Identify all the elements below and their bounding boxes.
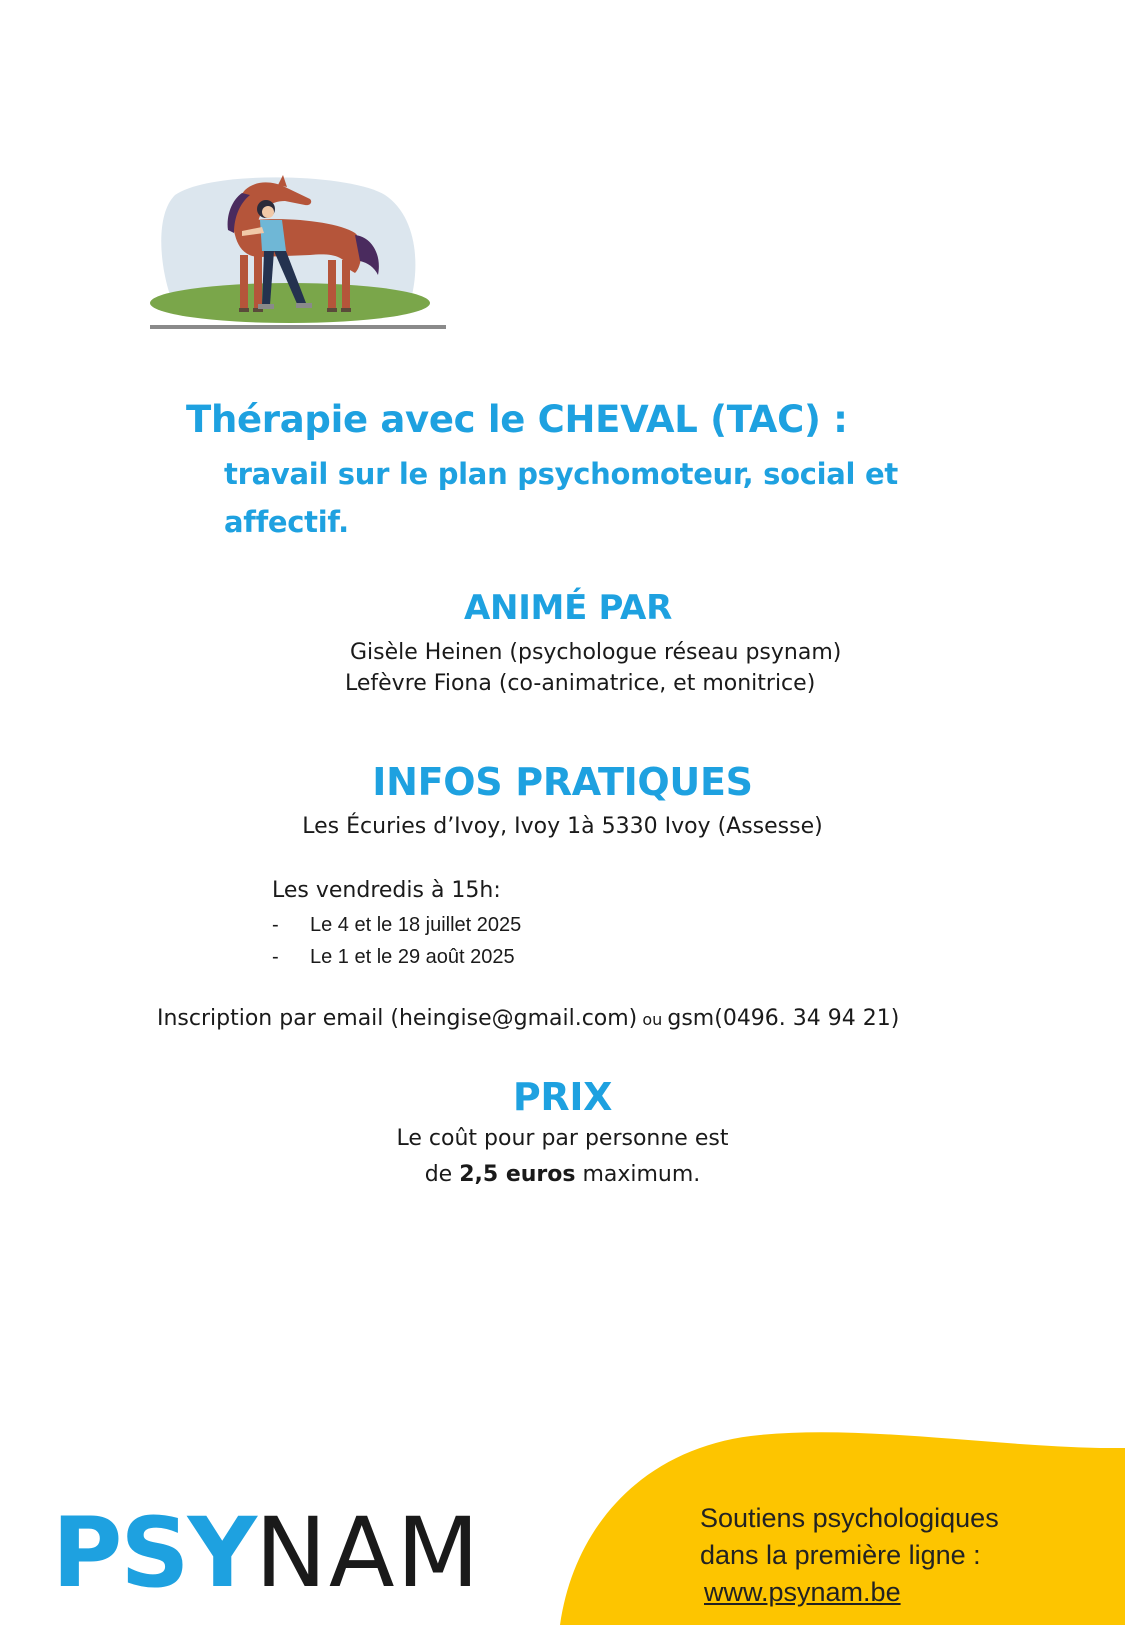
price-suffix: maximum. xyxy=(575,1162,701,1187)
schedule-intro: Les vendredis à 15h: xyxy=(272,878,501,903)
bullet-dash: - xyxy=(272,914,279,936)
registration-info xyxy=(157,1006,899,1031)
list-item xyxy=(272,909,521,941)
practical-info-heading: INFOS PRATIQUES xyxy=(372,760,753,804)
price-heading: PRIX xyxy=(512,1075,613,1119)
price-line: Le coût pour par personne est xyxy=(396,1126,729,1151)
registration-or: ou xyxy=(637,1010,668,1029)
animated-by-heading: ANIMÉ PAR xyxy=(464,588,672,628)
psynam-logo xyxy=(52,1497,482,1609)
page-title: Thérapie avec le CHEVAL (TAC) : xyxy=(186,398,848,441)
animator-line: Gisèle Heinen (psychologue réseau psynam) xyxy=(350,640,842,665)
schedule xyxy=(272,878,521,973)
address: Les Écuries d’Ivoy, Ivoy 1à 5330 Ivoy (Assesse) xyxy=(302,814,823,839)
footer-tagline xyxy=(700,1500,999,1611)
website-link[interactable]: www.psynam.be xyxy=(704,1577,901,1607)
logo-nam: NAM xyxy=(255,1497,482,1609)
price-amount: 2,5 euros xyxy=(459,1162,576,1187)
title-block xyxy=(186,398,946,546)
schedule-date: Le 1 et le 29 août 2025 xyxy=(310,946,515,968)
price-line xyxy=(0,1162,1125,1187)
schedule-date: Le 4 et le 18 juillet 2025 xyxy=(310,914,522,936)
person-hugging-horse-icon xyxy=(150,175,462,345)
animator-line: Lefèvre Fiona (co-animatrice, et monitrice) xyxy=(345,671,816,696)
logo-psy: PSY xyxy=(52,1497,256,1609)
tagline-line: dans la première ligne : xyxy=(700,1540,981,1570)
bullet-dash: - xyxy=(272,946,279,968)
price-prefix: de xyxy=(424,1162,460,1187)
registration-phone[interactable]: gsm(0496. 34 94 21) xyxy=(667,1006,900,1031)
tagline-line: Soutiens psychologiques xyxy=(700,1503,999,1533)
list-item xyxy=(272,941,521,973)
registration-email[interactable]: (heingise@gmail.com) xyxy=(390,1006,638,1031)
registration-prefix: Inscription par email xyxy=(157,1006,391,1031)
horse-therapy-illustration xyxy=(150,175,462,345)
page-subtitle: travail sur le plan psychomoteur, social et affectif. xyxy=(224,457,898,539)
schedule-dates-list xyxy=(272,909,521,973)
